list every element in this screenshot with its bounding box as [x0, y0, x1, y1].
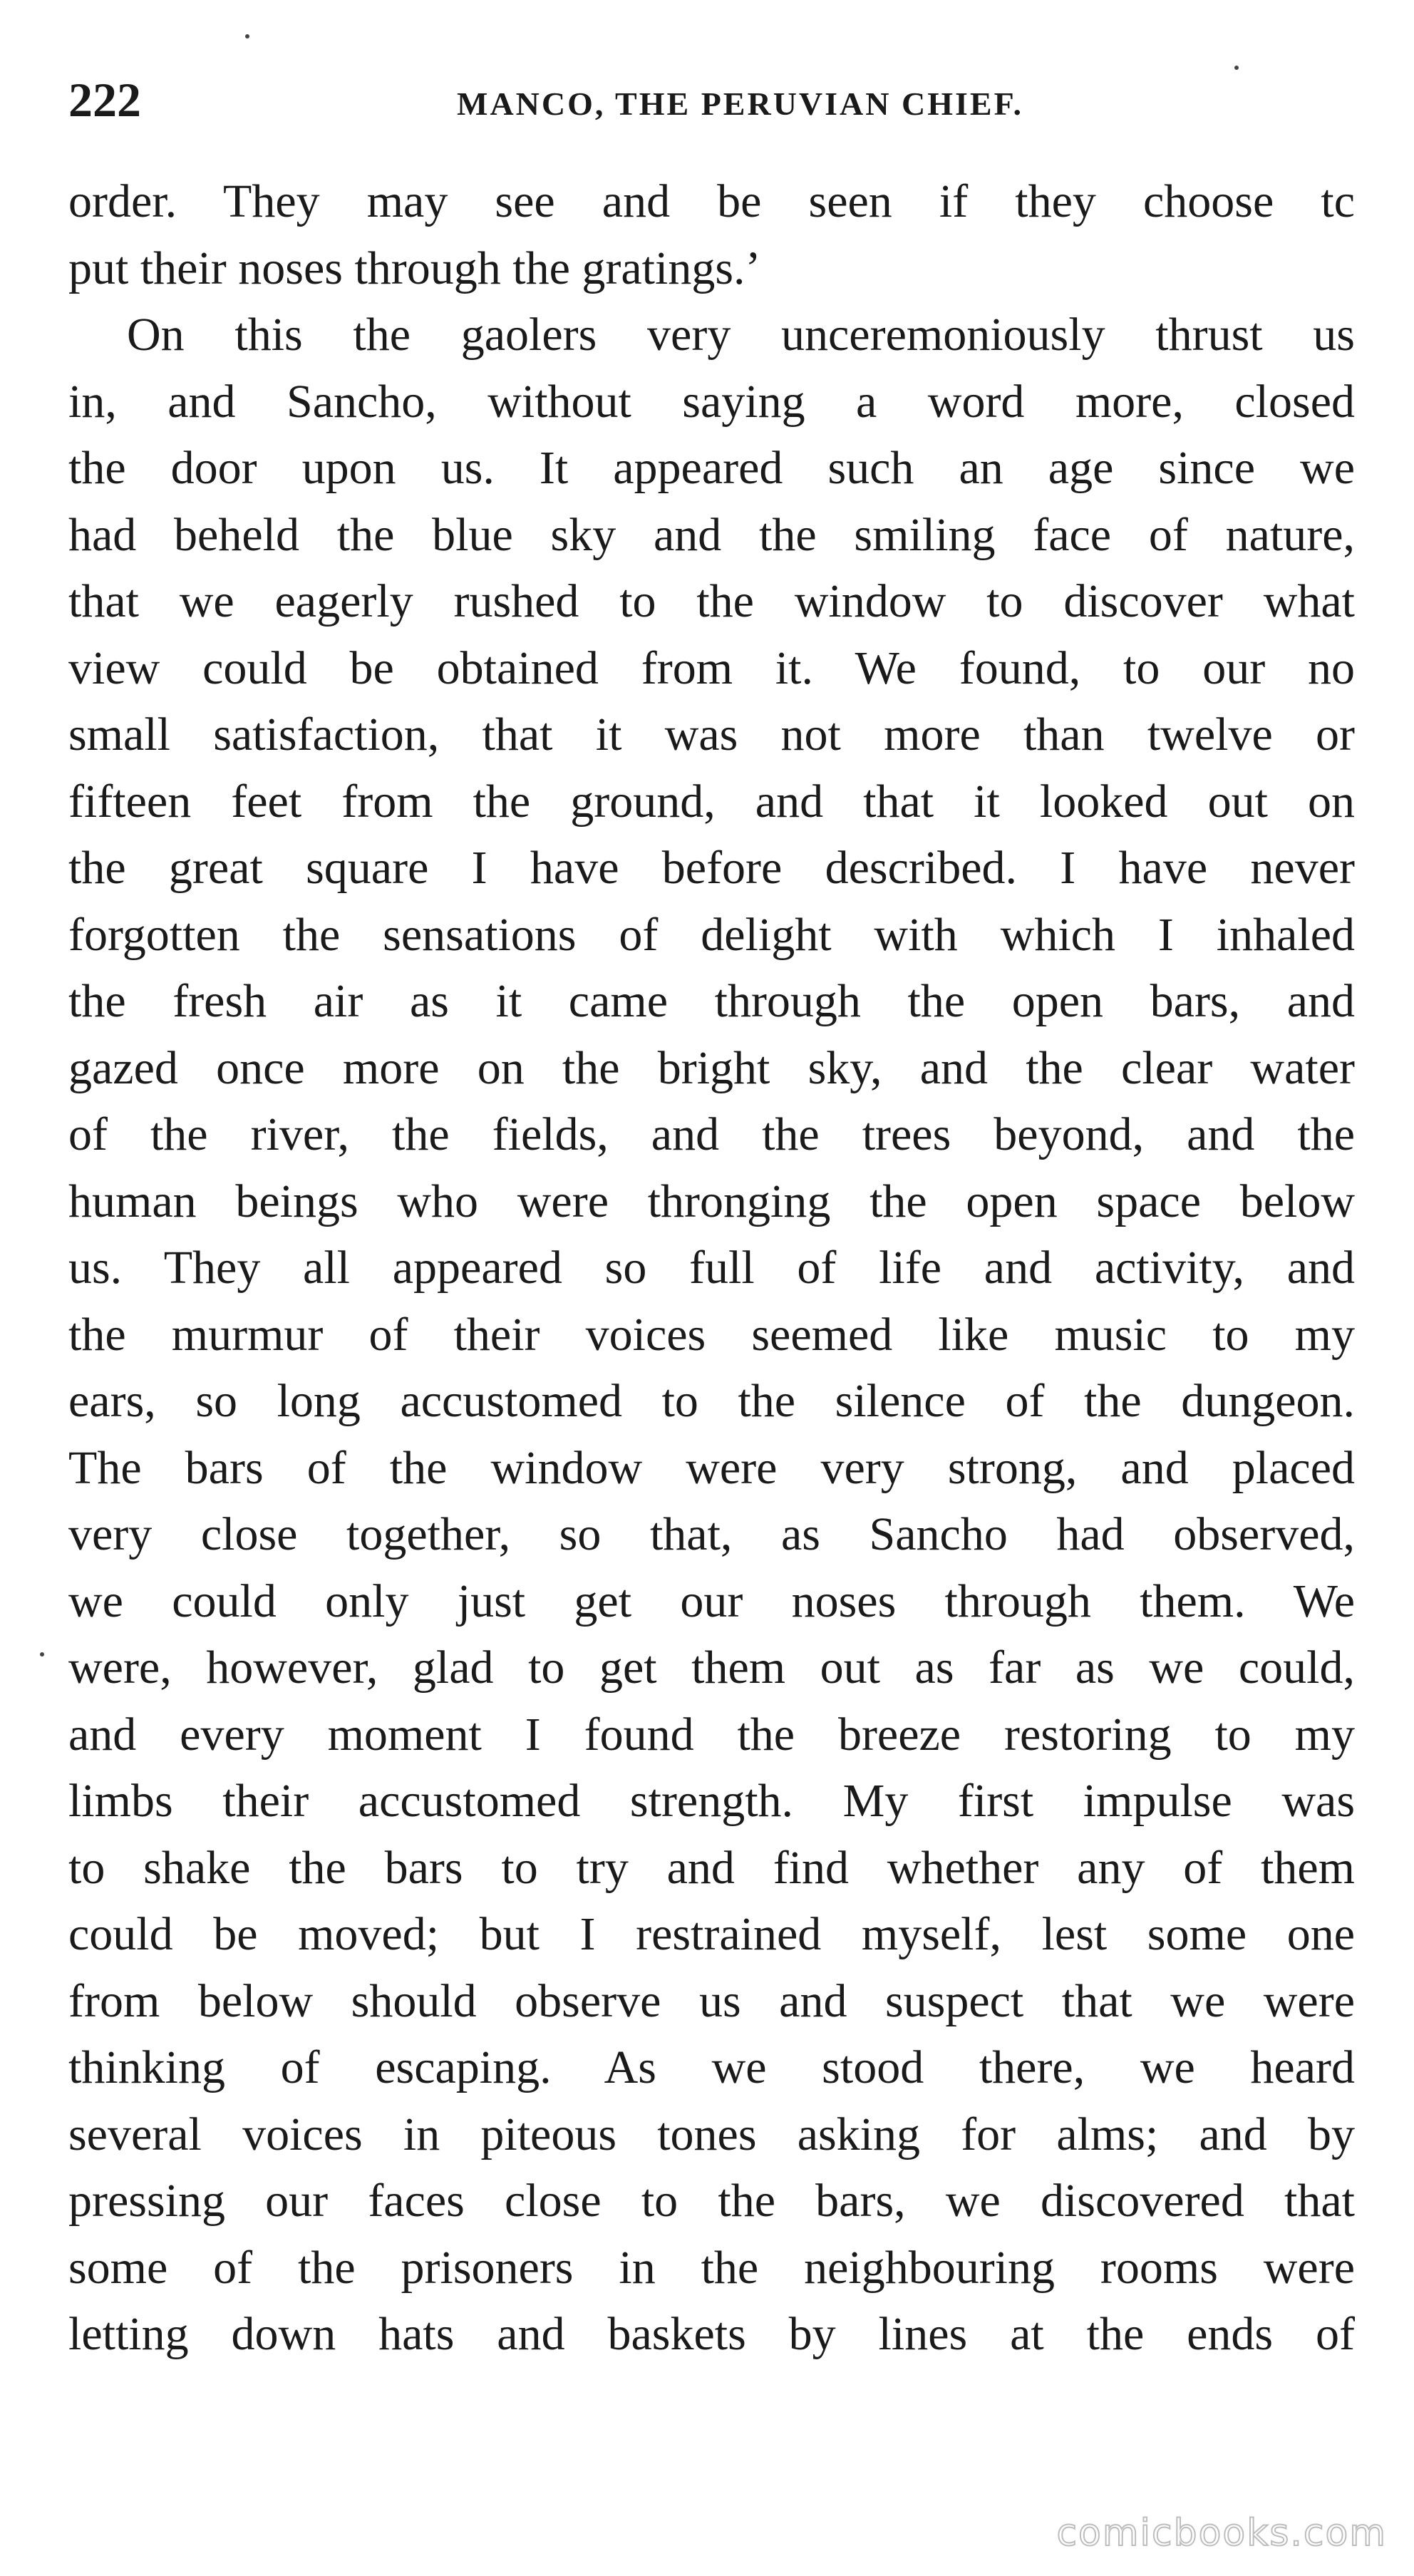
text-line: fifteen feet from the ground, and that it looked out on	[68, 775, 1355, 828]
text-line: ears, so long accustomed to the silence of the dungeon.	[68, 1375, 1355, 1427]
text-line: to shake the bars to try and find whether any of them	[68, 1841, 1355, 1894]
text-line: the great square I have before described. I have never	[68, 842, 1355, 894]
text-line: in, and Sancho, without saying a word more, closed	[68, 375, 1355, 428]
text-line: we could only just get our noses through them. We	[68, 1575, 1355, 1627]
watermark: comicbooks.com	[1056, 2512, 1387, 2555]
print-speck	[1234, 66, 1239, 70]
text-line: The bars of the window were very strong, and placed	[68, 1441, 1355, 1494]
text-line: small satisfaction, that it was not more than twelve or	[68, 709, 1355, 761]
print-speck	[245, 34, 249, 38]
text-line: several voices in piteous tones asking for alms; and by	[68, 2108, 1355, 2160]
text-line: the door upon us. It appeared such an age since we	[68, 442, 1355, 494]
text-line: and every moment I found the breeze restoring to my	[68, 1708, 1355, 1761]
text-line: could be moved; but I restrained myself, lest some one	[68, 1908, 1355, 1960]
text-line: some of the prisoners in the neighbouring rooms were	[68, 2241, 1355, 2294]
text-line: order. They may see and be seen if they choose tc	[68, 175, 1355, 227]
text-line: the murmur of their voices seemed like music to my	[68, 1308, 1355, 1361]
print-speck	[40, 1652, 44, 1657]
text-line: forgotten the sensations of delight with which I inhaled	[68, 908, 1355, 961]
text-line: pressing our faces close to the bars, we discovered that	[68, 2175, 1355, 2227]
text-line: thinking of escaping. As we stood there, we heard	[68, 2041, 1355, 2093]
text-line: human beings who were thronging the open space below	[68, 1175, 1355, 1227]
text-line: from below should observe us and suspect that we were	[68, 1974, 1355, 2027]
text-line: view could be obtained from it. We found, to our no	[68, 642, 1355, 694]
running-head	[68, 71, 1355, 128]
text-line: were, however, glad to get them out as far as we could,	[68, 1642, 1355, 1694]
text-line: that we eagerly rushed to the window to discover what	[68, 575, 1355, 627]
text-line: us. They all appeared so full of life and activity, and	[68, 1242, 1355, 1294]
text-line: On this the gaolers very unceremoniously thrust us	[127, 309, 1355, 361]
text-line: very close together, so that, as Sancho had observed,	[68, 1508, 1355, 1560]
body-text	[68, 168, 1355, 2368]
page-number: 222	[68, 73, 141, 127]
running-title: MANCO, THE PERUVIAN CHIEF.	[457, 86, 1023, 122]
text-line: letting down hats and baskets by lines at the ends of	[68, 2308, 1355, 2360]
text-line: limbs their accustomed strength. My first impulse was	[68, 1775, 1355, 1827]
text-line: put their noses through the gratings.’	[68, 242, 761, 294]
text-line: of the river, the fields, and the trees beyond, and the	[68, 1108, 1355, 1160]
text-line: the fresh air as it came through the open bars, and	[68, 975, 1355, 1027]
text-line: had beheld the blue sky and the smiling face of nature,	[68, 508, 1355, 561]
text-line: gazed once more on the bright sky, and the clear water	[68, 1041, 1355, 1094]
